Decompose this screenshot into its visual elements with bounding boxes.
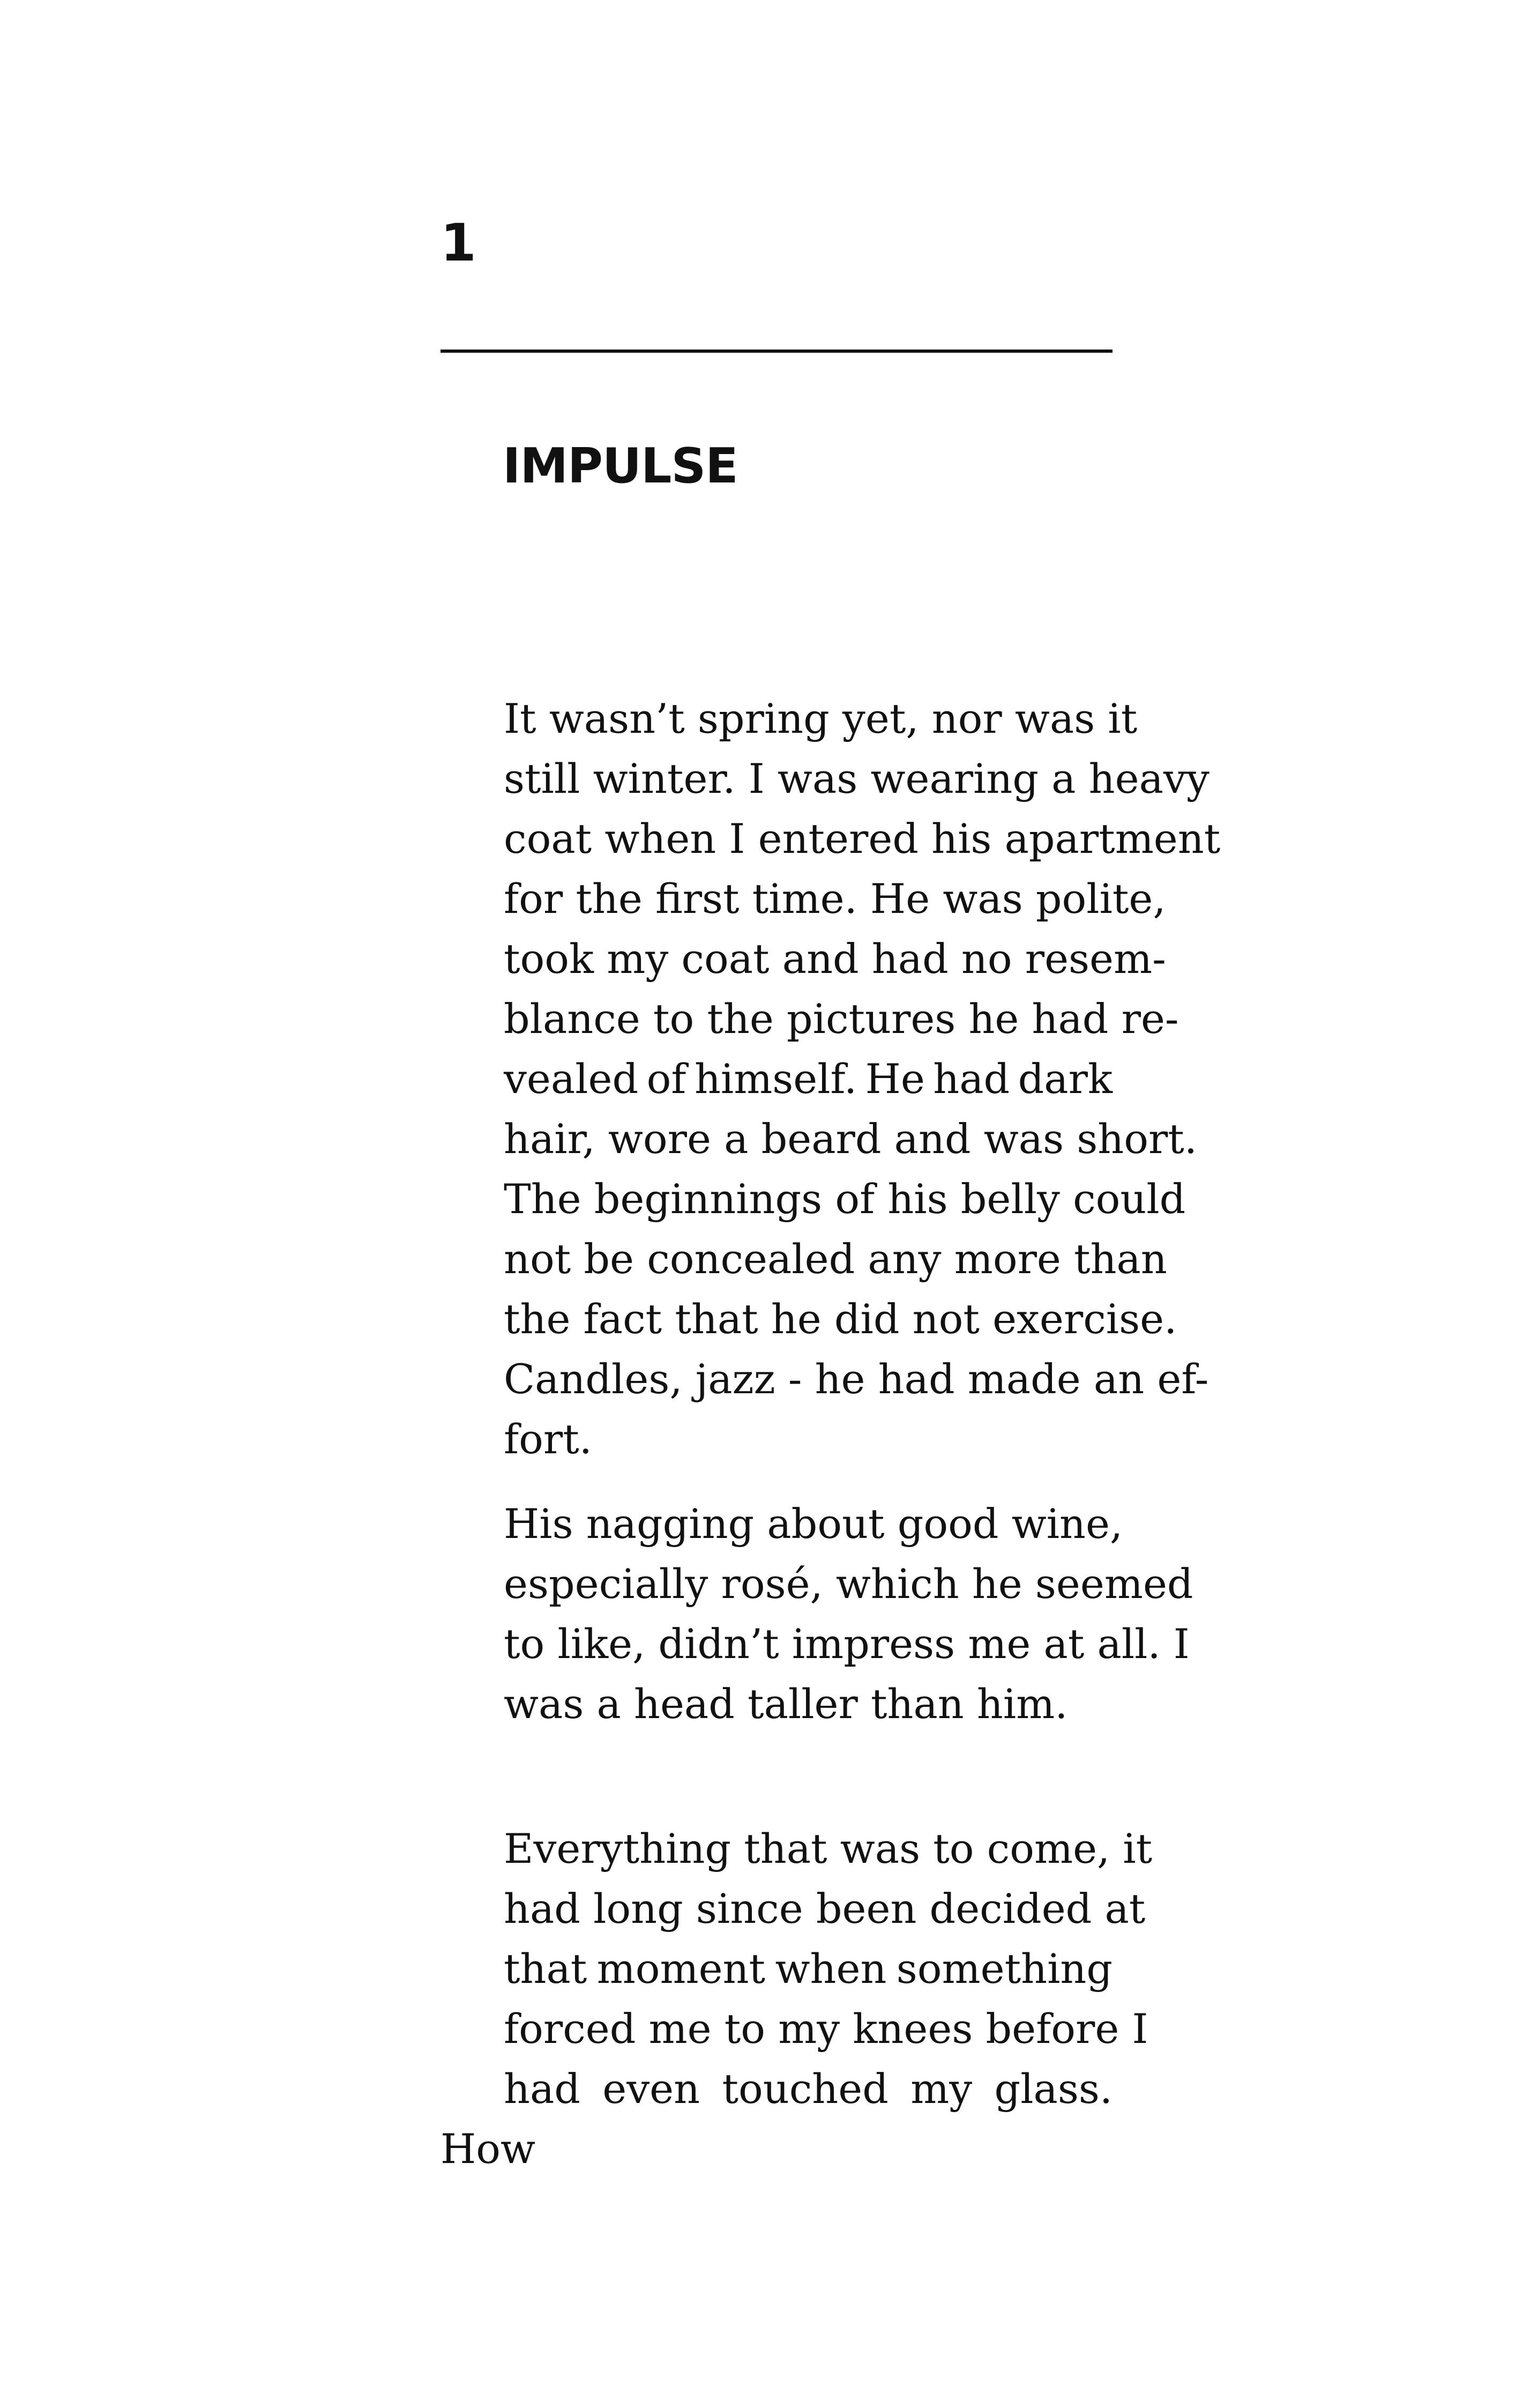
text-line: especially rosé, which he seemed xyxy=(504,1560,1193,1608)
text-line: for the first time. He was polite, xyxy=(504,875,1166,923)
chapter-body xyxy=(441,689,1221,2179)
text-line: The beginnings of his belly could xyxy=(504,1175,1186,1223)
text-line: had even touched my glass. How xyxy=(441,2065,1113,2173)
text-line: coat when I entered his apartment xyxy=(504,815,1221,863)
text-line: blance to the pictures he had re- xyxy=(504,995,1179,1043)
text-line: to like, didn’t impress me at all. I xyxy=(504,1620,1190,1668)
chapter-title: IMPULSE xyxy=(503,438,738,494)
text-line: Everything that was to come, it xyxy=(504,1825,1153,1872)
paragraph-2 xyxy=(441,1494,1193,1734)
text-line: the fact that he did not exercise. xyxy=(504,1295,1177,1343)
chapter-divider xyxy=(441,350,1113,353)
text-line: fort. xyxy=(504,1415,592,1463)
paragraph-1 xyxy=(441,689,1221,1469)
text-line: not be concealed any more than xyxy=(504,1235,1167,1283)
text-line: was a head taller than him. xyxy=(504,1680,1068,1728)
text-line: still winter. I was wearing a heavy xyxy=(504,755,1210,802)
text-line: hair, wore a beard and was short. xyxy=(504,1115,1198,1163)
text-line: took my coat and had no resem- xyxy=(504,935,1166,983)
text-line: vealed of himself. He had dark xyxy=(504,1055,1113,1103)
text-line: had long since been decided at xyxy=(504,1885,1146,1933)
text-line: It wasn’t spring yet, nor was it xyxy=(504,695,1138,742)
text-line: Candles, jazz - he had made an ef- xyxy=(504,1355,1209,1403)
text-line: forced me to my knees before I xyxy=(504,2005,1148,2053)
text-line: His nagging about good wine, xyxy=(504,1500,1123,1548)
text-line: that moment when something xyxy=(504,1945,1113,1993)
paragraph-3 xyxy=(441,1819,1153,2179)
chapter-number: 1 xyxy=(441,213,476,273)
